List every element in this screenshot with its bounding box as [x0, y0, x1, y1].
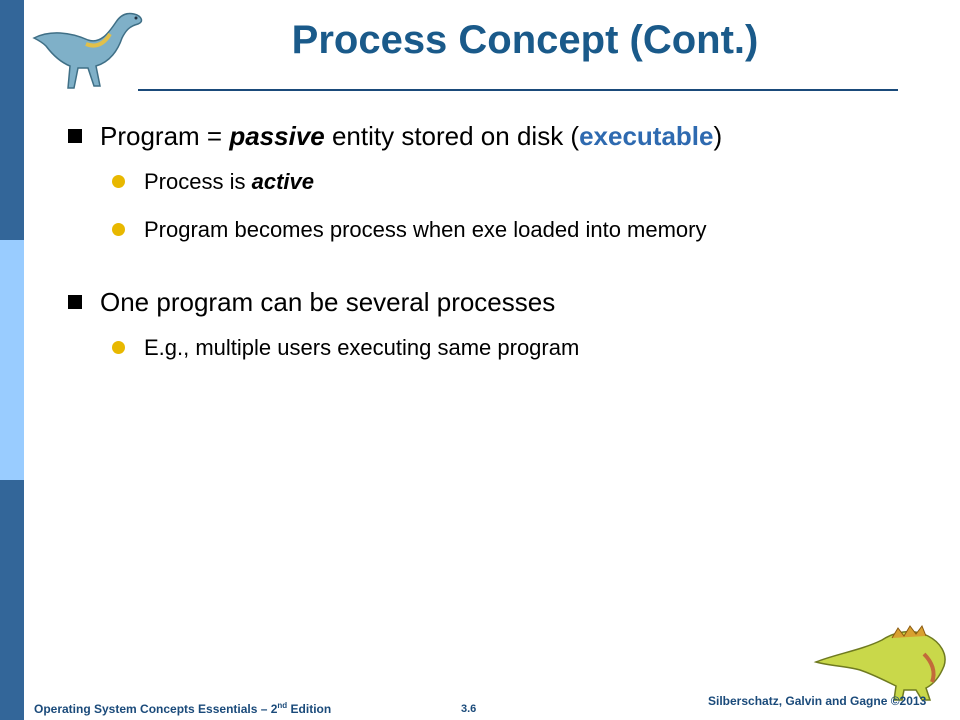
square-bullet-icon — [68, 129, 82, 143]
footer-book-suffix: Edition — [287, 702, 332, 716]
bullet-text-part: One program can be several processes — [100, 287, 556, 317]
title-divider — [138, 89, 898, 91]
circle-bullet-icon — [112, 223, 125, 236]
dinosaur-icon — [30, 4, 148, 92]
side-bar-middle — [0, 240, 24, 480]
side-bar-top — [0, 0, 24, 240]
sub-bullet-item — [60, 158, 940, 206]
bullet-text-part: ) — [713, 121, 723, 151]
bullet-text-part: executable — [579, 121, 714, 151]
footer-copyright: Silberschatz, Galvin and Gagne ©2013 — [708, 694, 927, 708]
sub-bullet-text-part: Process is — [144, 169, 252, 194]
sub-bullet-text-part: active — [251, 169, 314, 194]
circle-bullet-icon — [112, 175, 125, 188]
footer-book-title — [34, 701, 331, 716]
bullet-text-part: passive — [229, 121, 325, 151]
sub-bullet-text-part: Program becomes process when exe loaded into memory — [144, 217, 707, 242]
circle-bullet-icon — [112, 341, 125, 354]
page-number: 3.6 — [461, 703, 477, 715]
bullet-item — [60, 280, 940, 324]
dinosaur-icon — [812, 614, 952, 702]
sub-bullet-item — [60, 324, 940, 372]
side-bar-bottom — [0, 480, 24, 720]
sub-bullet-text-part: E.g., multiple users executing same program — [144, 335, 580, 360]
bullet-text-part: entity stored on disk ( — [324, 121, 580, 151]
bullet-text-part: Program = — [100, 121, 230, 151]
slide-content — [60, 114, 940, 372]
sub-bullet-item — [60, 206, 940, 254]
bullet-item — [60, 114, 940, 158]
footer-book-sup: nd — [277, 701, 288, 710]
footer-book-prefix: Operating System Concepts Essentials – 2 — [34, 702, 278, 716]
square-bullet-icon — [68, 295, 82, 309]
slide-title: Process Concept (Cont.) — [291, 18, 759, 62]
